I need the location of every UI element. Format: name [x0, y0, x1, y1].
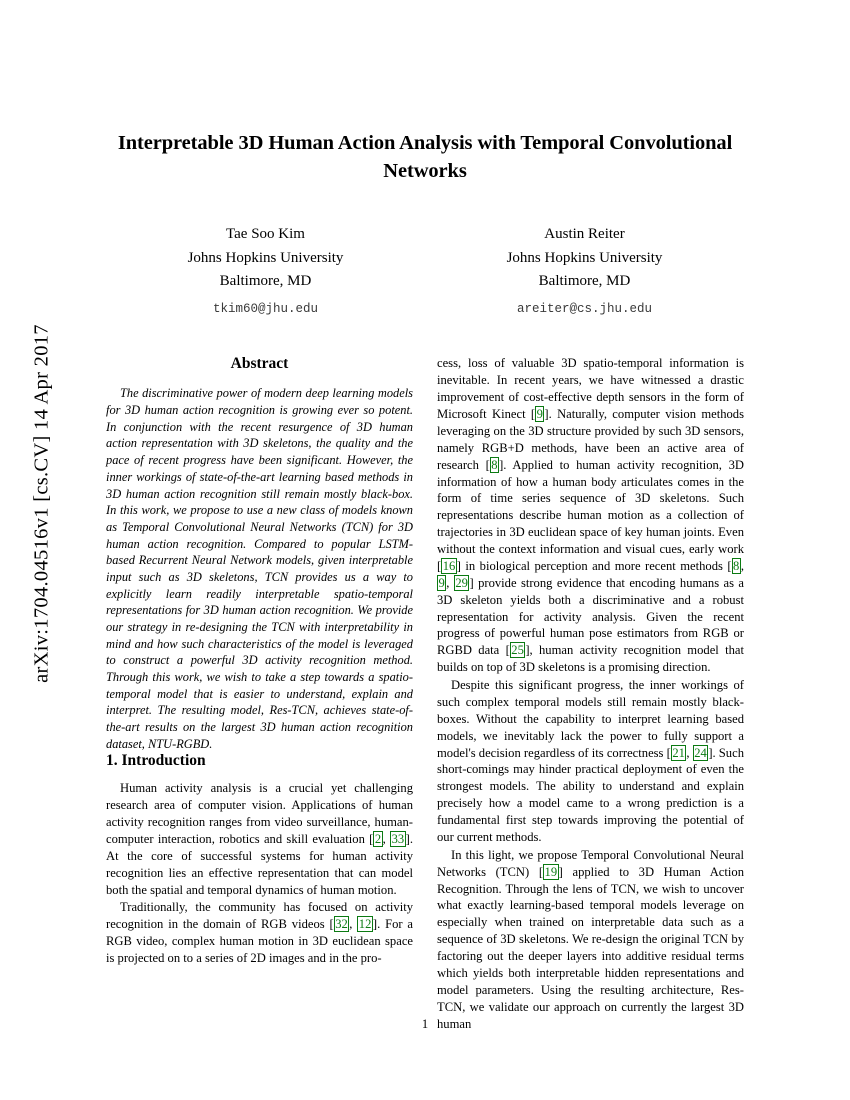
citation-link[interactable]: 9: [536, 407, 543, 422]
section-heading-introduction: 1. Introduction: [106, 752, 206, 770]
citation-link[interactable]: 29: [455, 575, 468, 590]
author-location: Baltimore, MD: [219, 272, 312, 289]
page-number: 1: [421, 1017, 429, 1031]
citation-link[interactable]: 16: [442, 558, 456, 573]
paper-content: [106, 130, 744, 1033]
citation-link[interactable]: 21: [672, 745, 685, 760]
citation-link[interactable]: 12: [358, 917, 372, 932]
paragraph: Traditionally, the community has focused on activity recognition in the domain of RGB videos [ 32 , 12 ]. For a RGB video, complex human motion in 3D euclidean space is projected on to a series of 2D images and in the pro-: [106, 900, 413, 965]
author-name: Austin Reiter: [544, 226, 625, 243]
citation-link[interactable]: 8: [733, 558, 740, 573]
citation-link[interactable]: 32: [335, 917, 348, 932]
citation-link[interactable]: 25: [511, 643, 524, 658]
citation-link[interactable]: 24: [694, 745, 707, 760]
introduction-paragraphs: [106, 780, 413, 967]
author-1: [106, 223, 425, 319]
citation-link[interactable]: 33: [391, 831, 405, 846]
citation-link[interactable]: 9: [438, 575, 445, 590]
author-email[interactable]: tkim60@jhu.edu: [212, 302, 319, 317]
author-affiliation: Johns Hopkins University: [187, 249, 344, 266]
author-name: Tae Soo Kim: [226, 226, 305, 243]
citation-link[interactable]: 19: [544, 864, 558, 879]
right-column-paragraphs: [437, 355, 744, 1032]
author-2: [425, 223, 744, 319]
abstract-text: The discriminative power of modern deep learning models for 3D human action recognition is growing ever so potent. In conjunction with the recent resurgence of 3D human action representation with 3D skeletons, the quality and the pace of recent progress have been significant. However, the inner workings of state-of-the-art learning based methods in 3D human action recognition still remain mostly black-box. In this work, we propose to use a new class of models known as Temporal Convolutional Neural Networks (TCN) for 3D human action recognition. Compared to popular LSTM-based Recurrent Neural Network models, given interpretable input such as 3D skeletons, TCN provides us a way to explicitly learn readily interpretable spatio-temporal representations for 3D human action recognition. We provide our strategy in re-designing the TCN with interpretability in mind and how such characteristics of the model is leveraged to construct a powerful 3D activity recognition method. Through this work, we wish to take a step towards a spatio-temporal model that is easier to understand, explain and interpret. The resulting model, Res-TCN, achieves state-of-the-art results on the largest 3D human action recognition dataset, NTU-RGBD.: [106, 386, 413, 751]
left-column: [106, 355, 413, 1033]
abstract-heading: Abstract: [230, 355, 289, 373]
citation-link[interactable]: 2: [374, 831, 382, 846]
citation-link[interactable]: 8: [491, 457, 498, 472]
two-column-body: [106, 355, 744, 1033]
paragraph: Human activity analysis is a crucial yet challenging research area of computer vision. Applications of human activity recognition ranges from video surveillance, human-computer interaction, robotics and skill evaluation [ 2 , 33 ]. At the core of successful systems for human activity recognition lies an effective representation that can model both the spatial and temporal dynamics of human motion.: [106, 781, 414, 897]
paragraph: In this light, we propose Temporal Convolutional Neural Networks (TCN) [ 19 ] applied to 3D Human Action Recognition. Through the lens of TCN, we wish to uncover what exactly learning-based temporal models leverage on especially when trained on interpretable data such as a sequence of 3D skeletons. We re-design the original TCN by factoring out the deeper layers into additive residual terms which yields both interpretable hidden representations and model parameters. Using the resulting architecture, Res-TCN, we validate our approach on currently the largest 3D human: [437, 847, 744, 1031]
author-location: Baltimore, MD: [538, 272, 631, 289]
arxiv-identifier-stamp: arXiv:1704.04516v1 [cs.CV] 14 Apr 2017: [30, 324, 53, 683]
page-title: Interpretable 3D Human Action Analysis with Temporal Convolutional Networks: [117, 132, 733, 182]
author-block: [106, 223, 744, 319]
paragraph: Despite this significant progress, the inner workings of such complex temporal models still remain mostly black-boxes. Without the capability to interpret learning based models, we inevitably lack the power to fully support a model's decision regardless of its correctness [ 21 , 24 ]. Such short-comings may hinder practical deployment of even the strongest models. The ability to understand and explain precisely how a model came to a wrong prediction is a fundamental first step towards improving the potential of our current methods.: [437, 678, 744, 844]
paragraph: cess, loss of valuable 3D spatio-temporal information is inevitable. In recent years, we have witnessed a drastic improvement of cost-effective depth sensors in the form of Microsoft Kinect [ 9 ]. Naturally, computer vision methods leveraging on the 3D structure provided by such 3D sensors, namely RGB+D methods, have been an active area of research [ 8 ]. Applied to human activity recognition, 3D information of how a human body articulates comes in the form of time series sequence of 3D skeletons. Such representations describe human motion as a collection of trajectories in 3D euclidean space of key human joints. Even without the context information and visual cues, early work [ 16 ] in biological perception and more recent methods [ 8 , 9 , 29 ] provide strong evidence that encoding humans as a 3D skeleton yields both a discriminative and a robust representation for activity analysis. Given the recent progress of powerful human pose estimators from RGB or RGBD data [ 25 ], human activity recognition model that builds on top of 3D skeletons is a promising direction.: [437, 356, 745, 675]
author-email[interactable]: areiter@cs.jhu.edu: [516, 302, 653, 317]
author-affiliation: Johns Hopkins University: [506, 249, 663, 266]
right-column: [437, 355, 744, 1033]
